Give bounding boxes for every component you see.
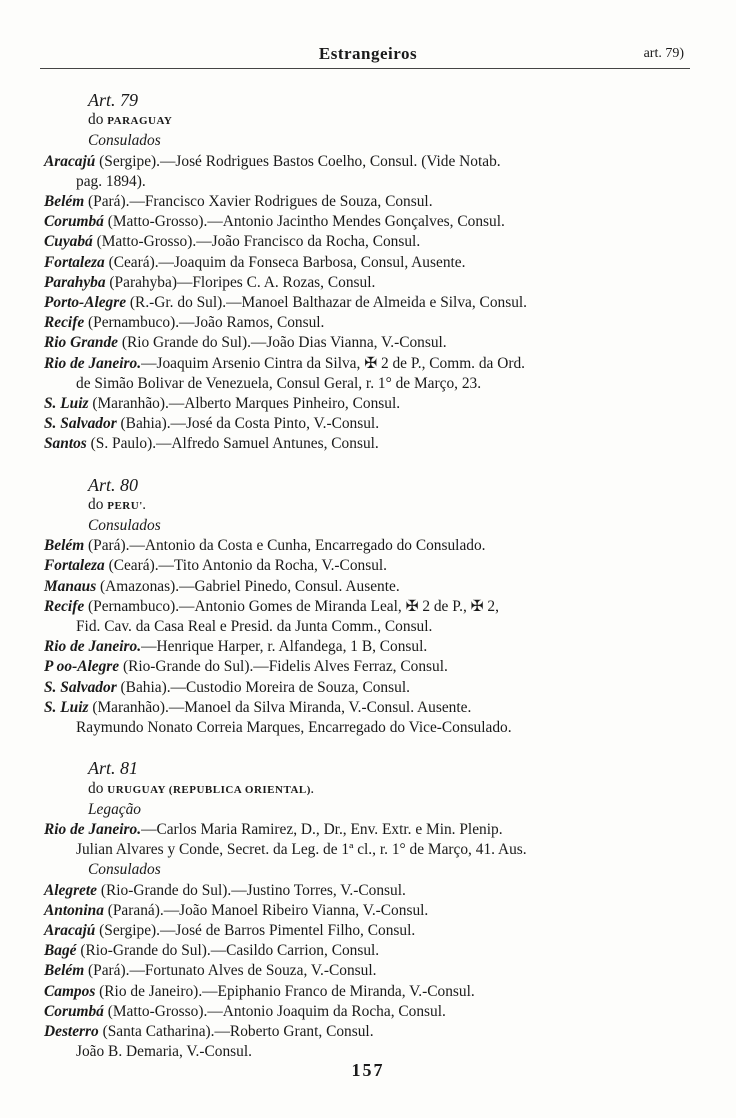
entry-continuation: de Simão Bolivar de Venezuela, Consul Geral, r. 1° de Março, 23. xyxy=(76,374,482,392)
city-name: Cuyabá xyxy=(44,233,93,251)
entry-continuation: Fid. Cav. da Casa Real e Presid. da Junta Comm., Consul. xyxy=(76,618,433,636)
country-name: URUGUAY (REPUBLICA ORIENTAL). xyxy=(107,783,315,796)
consulate-entry xyxy=(0,354,736,374)
entry-continuation: Julian Alvares y Conde, Secret. da Leg. de 1ª cl., r. 1° de Março, 41. Aus. xyxy=(76,841,527,859)
consulate-entry xyxy=(0,414,736,434)
consulate-entry xyxy=(0,901,736,921)
consulate-entry xyxy=(0,941,736,961)
entry-text: (Sergipe).—José Rodrigues Bastos Coelho, Consul. (Vide Notab. xyxy=(95,152,501,170)
city-name: Belém xyxy=(44,537,85,555)
country-prefix: do xyxy=(88,111,108,129)
city-name: Santos xyxy=(44,435,87,453)
city-name: Aracajú xyxy=(44,921,96,939)
entry-continuation: João B. Demaria, V.-Consul. xyxy=(76,1043,252,1061)
page-number: 157 xyxy=(351,1060,385,1080)
city-name: S. Salvador xyxy=(44,415,117,433)
city-name: Fortaleza xyxy=(44,557,105,575)
subheading: Consulados xyxy=(88,132,161,150)
entry-text: (Rio-Grande do Sul).—Casildo Carrion, Consul. xyxy=(76,942,380,960)
city-name: Corumbá xyxy=(44,213,104,231)
consulate-entry xyxy=(0,212,736,232)
section-gap xyxy=(0,738,736,752)
city-name: Aracajú xyxy=(44,152,96,170)
entry-continuation: Raymundo Nonato Correia Marques, Encarregado do Vice-Consulado. xyxy=(76,719,512,737)
city-name: Alegrete xyxy=(44,881,97,899)
consulate-entry xyxy=(0,982,736,1002)
consulate-entry xyxy=(0,820,736,840)
city-name: Fortaleza xyxy=(44,253,105,271)
consulate-entry xyxy=(0,232,736,252)
article-reference: art. 79) xyxy=(643,46,684,61)
entry-text: —Joaquim Arsenio Cintra da Silva, ✠ 2 de P., Comm. da Ord. xyxy=(141,354,526,372)
country-heading xyxy=(0,110,736,131)
consulate-entry xyxy=(0,678,736,698)
country-heading xyxy=(0,495,736,516)
consulate-entry xyxy=(0,1002,736,1022)
entry-text: (Parahyba)—Floripes C. A. Rozas, Consul. xyxy=(105,273,376,291)
city-name: Recife xyxy=(44,597,85,615)
entry-text: (Pará).—Antonio da Costa e Cunha, Encarregado do Consulado. xyxy=(84,537,486,555)
entry-text: (Matto-Grosso).—Antonio Jacintho Mendes Gonçalves, Consul. xyxy=(103,213,505,231)
consulate-entry xyxy=(0,293,736,313)
consulate-entry xyxy=(0,273,736,293)
article-heading: Art. 79 xyxy=(88,90,139,110)
article-heading: Art. 81 xyxy=(88,758,139,779)
entry-text: (Pernambuco).—Antonio Gomes de Miranda Leal, ✠ 2 de P., ✠ 2, xyxy=(84,597,499,615)
city-name: Rio Grande xyxy=(44,334,118,352)
consulate-entry xyxy=(0,556,736,576)
running-title: Estrangeiros xyxy=(318,44,418,63)
city-name: Desterro xyxy=(44,1022,99,1040)
article-heading: Art. 80 xyxy=(88,474,139,495)
entry-text: (Amazonas).—Gabriel Pinedo, Consul. Ausente. xyxy=(96,577,400,595)
city-name: Porto-Alegre xyxy=(44,294,127,312)
entry-text: (Rio-Grande do Sul).—Justino Torres, V.-Consul. xyxy=(97,881,406,899)
subheading: Legação xyxy=(88,800,142,818)
consulate-entry xyxy=(0,597,736,617)
consulate-entry xyxy=(0,961,736,981)
city-name: S. Luiz xyxy=(44,395,89,413)
consulate-entry xyxy=(0,637,736,657)
entry-text: —Carlos Maria Ramirez, D., Dr., Env. Extr. e Min. Plenip. xyxy=(141,820,503,838)
city-name: S. Luiz xyxy=(44,698,89,716)
city-name: S. Salvador xyxy=(44,678,117,696)
entry-text: (Ceará).—Joaquim da Fonseca Barbosa, Consul, Ausente. xyxy=(104,253,466,271)
section-gap xyxy=(0,455,736,469)
entry-text: (Bahia).—Custodio Moreira de Souza, Consul. xyxy=(116,678,410,696)
subheading: Consulados xyxy=(88,861,161,879)
entry-continuation: pag. 1894). xyxy=(76,172,146,190)
entry-text: (Rio de Janeiro).—Epiphanio Franco de Miranda, V.-Consul. xyxy=(95,982,475,1000)
consulate-entry xyxy=(0,698,736,718)
country-name: PERU'. xyxy=(107,499,146,512)
entry-text: (R.-Gr. do Sul).—Manoel Balthazar de Almeida e Silva, Consul. xyxy=(126,294,528,312)
city-name: Rio de Janeiro. xyxy=(44,638,142,656)
city-name: P oo-Alegre xyxy=(44,658,120,676)
consulate-entry xyxy=(0,577,736,597)
entry-text: (Matto-Grosso).—João Francisco da Rocha, Consul. xyxy=(92,233,421,251)
city-name: Manaus xyxy=(44,577,97,595)
consulate-entry xyxy=(0,313,736,333)
entry-text: (Maranhão).—Alberto Marques Pinheiro, Consul. xyxy=(88,395,401,413)
country-prefix: do xyxy=(88,495,108,513)
consulate-entry xyxy=(0,881,736,901)
city-name: Rio de Janeiro. xyxy=(44,820,142,838)
consulate-entry xyxy=(0,253,736,273)
consulate-entry xyxy=(0,192,736,212)
country-name: PARAGUAY xyxy=(107,115,173,128)
consulate-entry xyxy=(0,921,736,941)
subheading: Consulados xyxy=(88,517,161,535)
entry-text: (Pará).—Fortunato Alves de Souza, V.-Consul. xyxy=(84,962,377,980)
country-heading xyxy=(0,779,736,800)
consulate-entry xyxy=(0,394,736,414)
city-name: Rio de Janeiro. xyxy=(44,354,142,372)
city-name: Parahyba xyxy=(44,273,106,291)
page-body xyxy=(0,84,736,1062)
city-name: Bagé xyxy=(44,942,77,960)
entry-text: (Pernambuco).—João Ramos, Consul. xyxy=(84,314,325,332)
consulate-entry xyxy=(0,434,736,454)
entry-text: (Paraná).—João Manoel Ribeiro Vianna, V.-Consul. xyxy=(103,901,429,919)
entry-text: (Matto-Grosso).—Antonio Joaquim da Rocha, Consul. xyxy=(103,1002,446,1020)
city-name: Antonina xyxy=(44,901,104,919)
entry-text: (Rio Grande do Sul).—João Dias Vianna, V.-Consul. xyxy=(117,334,447,352)
city-name: Recife xyxy=(44,314,85,332)
country-prefix: do xyxy=(88,779,108,797)
page-header xyxy=(0,44,736,66)
city-name: Campos xyxy=(44,982,96,1000)
consulate-entry xyxy=(0,536,736,556)
consulate-entry xyxy=(0,333,736,353)
consulate-entry xyxy=(0,657,736,677)
entry-text: (Ceará).—Tito Antonio da Rocha, V.-Consul. xyxy=(104,557,388,575)
city-name: Corumbá xyxy=(44,1002,104,1020)
entry-text: (Santa Catharina).—Roberto Grant, Consul. xyxy=(98,1022,374,1040)
city-name: Belém xyxy=(44,193,85,211)
entry-text: (Maranhão).—Manoel da Silva Miranda, V.-Consul. Ausente. xyxy=(88,698,472,716)
entry-text: —Henrique Harper, r. Alfandega, 1 B, Consul. xyxy=(141,638,428,656)
consulate-entry xyxy=(0,1022,736,1042)
header-rule xyxy=(40,68,690,69)
entry-text: (Pará).—Francisco Xavier Rodrigues de Souza, Consul. xyxy=(84,193,433,211)
entry-text: (Bahia).—José da Costa Pinto, V.-Consul. xyxy=(116,415,380,433)
city-name: Belém xyxy=(44,962,85,980)
entry-text: (Sergipe).—José de Barros Pimentel Filho, Consul. xyxy=(95,921,416,939)
entry-text: (S. Paulo).—Alfredo Samuel Antunes, Consul. xyxy=(86,435,379,453)
entry-text: (Rio-Grande do Sul).—Fidelis Alves Ferraz, Consul. xyxy=(119,658,448,676)
consulate-entry xyxy=(0,152,736,172)
